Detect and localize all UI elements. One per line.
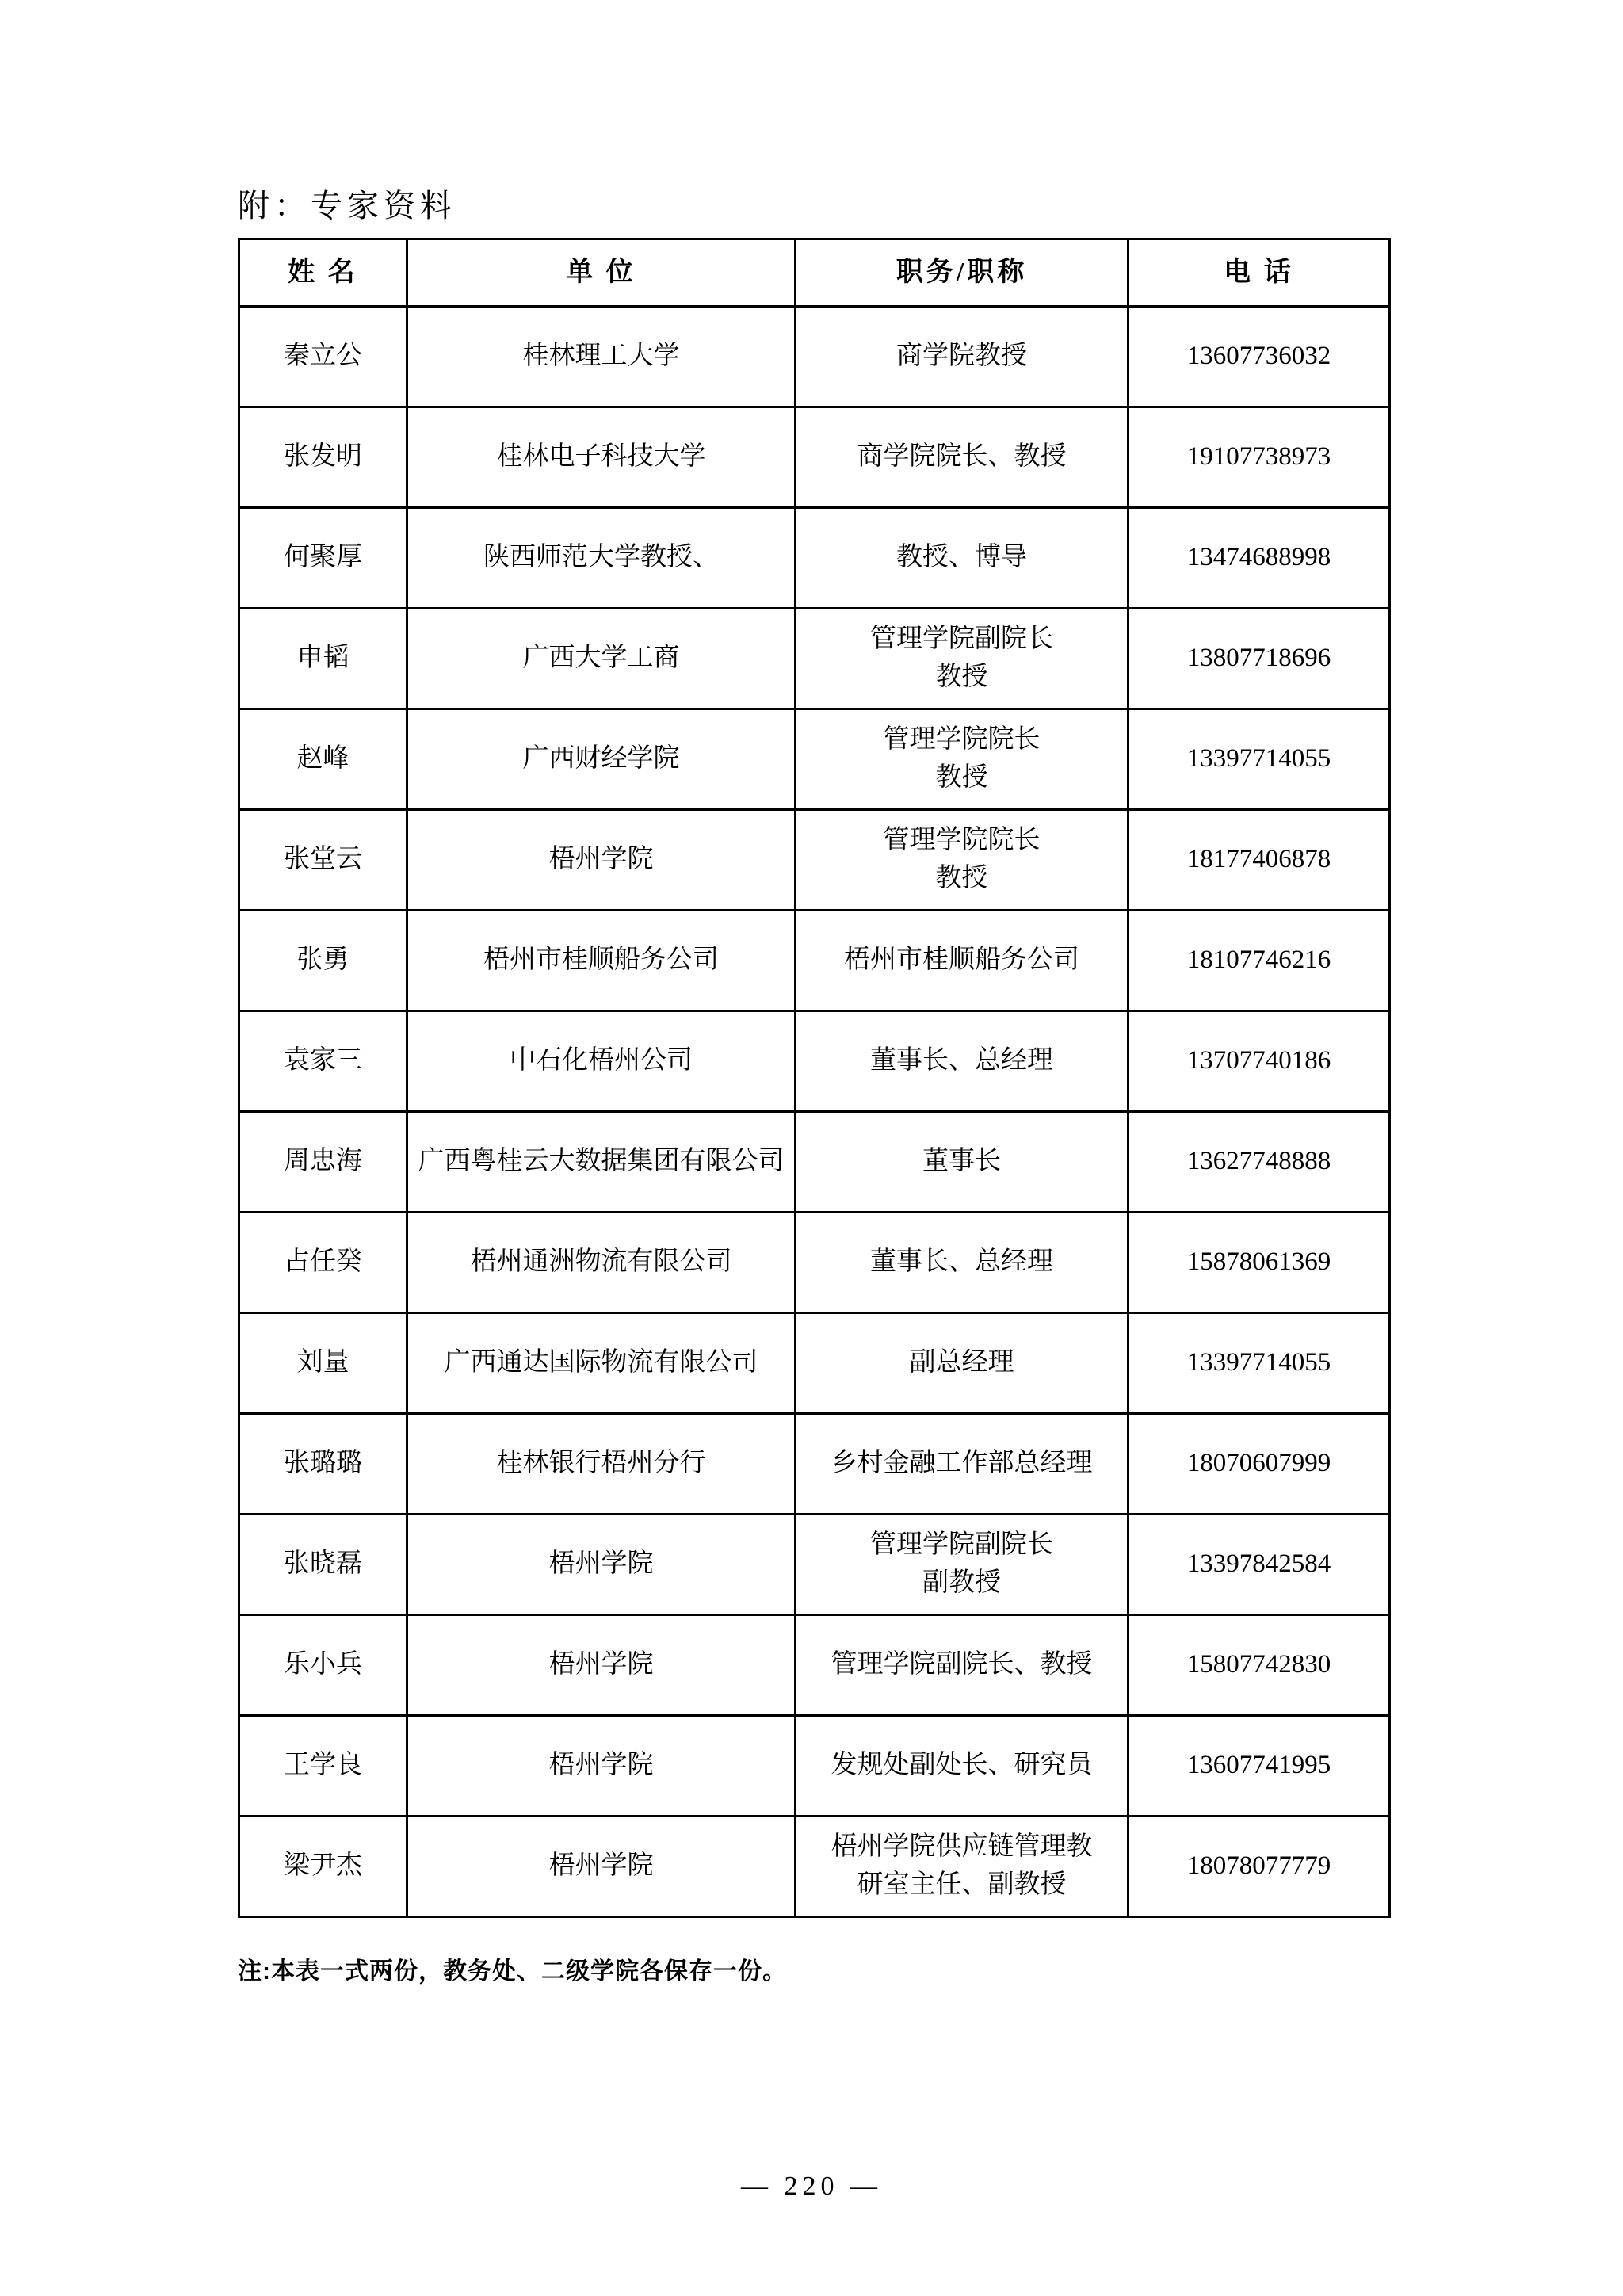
table-row bbox=[239, 911, 1390, 1011]
cell-name: 张璐璐 bbox=[239, 1414, 407, 1515]
cell-name: 赵峰 bbox=[239, 709, 407, 810]
cell-name: 申韬 bbox=[239, 609, 407, 709]
cell-phone: 13397714055 bbox=[1128, 1313, 1390, 1414]
cell-unit: 梧州学院 bbox=[407, 1615, 796, 1716]
cell-phone: 18177406878 bbox=[1128, 810, 1390, 911]
cell-title-line2: 副教授 bbox=[922, 1568, 1001, 1597]
cell-unit: 陕西师范大学教授、 bbox=[407, 508, 796, 609]
cell-title bbox=[796, 1817, 1128, 1917]
expert-table-container bbox=[238, 238, 1388, 1918]
cell-phone: 13397842584 bbox=[1128, 1515, 1390, 1615]
table-row bbox=[239, 1817, 1390, 1917]
table-note: 注:本表一式两份，教务处、二级学院各保存一份。 bbox=[238, 1958, 787, 1985]
cell-title-line1: 管理学院副院长 bbox=[870, 625, 1053, 654]
cell-name: 袁家三 bbox=[239, 1011, 407, 1112]
table-row bbox=[239, 1112, 1390, 1213]
cell-phone: 19107738973 bbox=[1128, 407, 1390, 508]
cell-unit: 广西财经学院 bbox=[407, 709, 796, 810]
cell-title bbox=[796, 1515, 1128, 1615]
cell-name: 张勇 bbox=[239, 911, 407, 1011]
cell-phone: 18070607999 bbox=[1128, 1414, 1390, 1515]
cell-unit: 桂林电子科技大学 bbox=[407, 407, 796, 508]
cell-phone: 15807742830 bbox=[1128, 1615, 1390, 1716]
cell-title: 梧州市桂顺船务公司 bbox=[796, 911, 1128, 1011]
cell-name: 刘量 bbox=[239, 1313, 407, 1414]
cell-title-line2: 教授 bbox=[935, 763, 988, 792]
cell-name: 张发明 bbox=[239, 407, 407, 508]
cell-title-line1: 管理学院院长 bbox=[883, 826, 1041, 855]
table-header bbox=[239, 239, 1390, 307]
cell-title: 董事长、总经理 bbox=[796, 1213, 1128, 1313]
column-header-unit: 单 位 bbox=[407, 239, 796, 307]
cell-title: 副总经理 bbox=[796, 1313, 1128, 1414]
cell-title bbox=[796, 810, 1128, 911]
table-row bbox=[239, 508, 1390, 609]
cell-phone: 18078077779 bbox=[1128, 1817, 1390, 1917]
cell-title-line1: 梧州学院供应链管理教 bbox=[831, 1832, 1093, 1862]
table-row bbox=[239, 1213, 1390, 1313]
cell-title-line2: 教授 bbox=[935, 663, 988, 691]
cell-name: 秦立公 bbox=[239, 307, 407, 407]
cell-unit: 梧州学院 bbox=[407, 1716, 796, 1817]
cell-name: 周忠海 bbox=[239, 1112, 407, 1213]
cell-unit: 广西粤桂云大数据集团有限公司 bbox=[407, 1112, 796, 1213]
cell-name: 何聚厚 bbox=[239, 508, 407, 609]
cell-phone: 13707740186 bbox=[1128, 1011, 1390, 1112]
cell-title bbox=[796, 709, 1128, 810]
cell-phone: 13474688998 bbox=[1128, 508, 1390, 609]
cell-title: 董事长、总经理 bbox=[796, 1011, 1128, 1112]
table-row bbox=[239, 810, 1390, 911]
cell-unit: 梧州学院 bbox=[407, 1515, 796, 1615]
cell-title-line2: 研室主任、副教授 bbox=[857, 1870, 1067, 1899]
cell-phone: 13807718696 bbox=[1128, 609, 1390, 709]
cell-unit: 广西大学工商 bbox=[407, 609, 796, 709]
cell-name: 梁尹杰 bbox=[239, 1817, 407, 1917]
cell-name: 张晓磊 bbox=[239, 1515, 407, 1615]
table-row bbox=[239, 1313, 1390, 1414]
expert-table bbox=[238, 238, 1391, 1918]
table-row bbox=[239, 709, 1390, 810]
cell-title: 商学院院长、教授 bbox=[796, 407, 1128, 508]
cell-title: 发规处副处长、研究员 bbox=[796, 1716, 1128, 1817]
cell-unit: 梧州市桂顺船务公司 bbox=[407, 911, 796, 1011]
cell-title: 管理学院副院长、教授 bbox=[796, 1615, 1128, 1716]
cell-unit: 梧州学院 bbox=[407, 810, 796, 911]
table-row bbox=[239, 1011, 1390, 1112]
cell-unit: 梧州通洲物流有限公司 bbox=[407, 1213, 796, 1313]
cell-phone: 15878061369 bbox=[1128, 1213, 1390, 1313]
cell-phone: 13607736032 bbox=[1128, 307, 1390, 407]
column-header-name: 姓 名 bbox=[239, 239, 407, 307]
cell-name: 张堂云 bbox=[239, 810, 407, 911]
table-row bbox=[239, 407, 1390, 508]
table-row bbox=[239, 1716, 1390, 1817]
cell-title: 教授、博导 bbox=[796, 508, 1128, 609]
page-number: — 220 — bbox=[741, 2172, 882, 2201]
cell-title bbox=[796, 609, 1128, 709]
cell-unit: 桂林理工大学 bbox=[407, 307, 796, 407]
cell-title: 商学院教授 bbox=[796, 307, 1128, 407]
cell-title-line2: 教授 bbox=[935, 864, 988, 892]
table-row bbox=[239, 307, 1390, 407]
cell-title-line1: 管理学院副院长 bbox=[870, 1530, 1053, 1560]
cell-title: 乡村金融工作部总经理 bbox=[796, 1414, 1128, 1515]
cell-phone: 18107746216 bbox=[1128, 911, 1390, 1011]
cell-unit: 梧州学院 bbox=[407, 1817, 796, 1917]
table-row bbox=[239, 1515, 1390, 1615]
cell-phone: 13397714055 bbox=[1128, 709, 1390, 810]
table-row bbox=[239, 1414, 1390, 1515]
cell-title-line1: 管理学院院长 bbox=[883, 725, 1041, 755]
page-title: 附：专家资料 bbox=[238, 188, 456, 223]
cell-unit: 广西通达国际物流有限公司 bbox=[407, 1313, 796, 1414]
cell-unit: 桂林银行梧州分行 bbox=[407, 1414, 796, 1515]
cell-title: 董事长 bbox=[796, 1112, 1128, 1213]
table-body bbox=[239, 307, 1390, 1917]
table-row bbox=[239, 609, 1390, 709]
cell-name: 乐小兵 bbox=[239, 1615, 407, 1716]
cell-name: 占任癸 bbox=[239, 1213, 407, 1313]
column-header-title: 职务/职称 bbox=[796, 239, 1128, 307]
cell-phone: 13607741995 bbox=[1128, 1716, 1390, 1817]
cell-phone: 13627748888 bbox=[1128, 1112, 1390, 1213]
table-header-row bbox=[239, 239, 1390, 307]
column-header-phone: 电 话 bbox=[1128, 239, 1390, 307]
table-row bbox=[239, 1615, 1390, 1716]
cell-unit: 中石化梧州公司 bbox=[407, 1011, 796, 1112]
cell-name: 王学良 bbox=[239, 1716, 407, 1817]
